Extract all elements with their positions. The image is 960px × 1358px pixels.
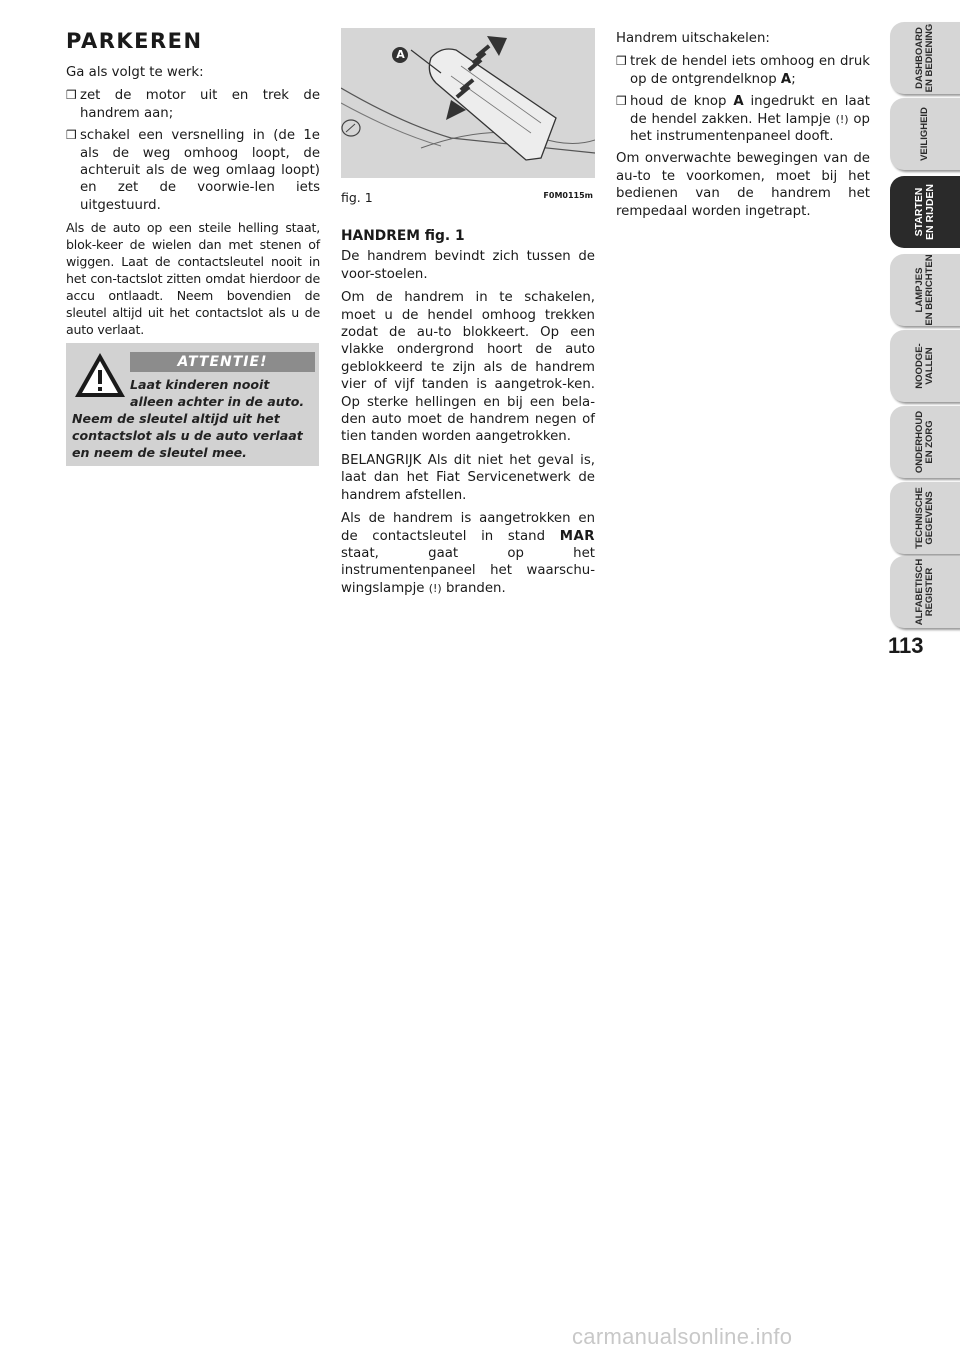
warning-text: Laat kinderen nooit alleen achter in de auto. Neem de sleutel altijd uit het contactslot als u de auto verlaat en neem de sleutel mee.	[72, 377, 305, 460]
checkbox-bullet-icon: ❒	[616, 54, 627, 69]
column-middle	[341, 228, 595, 603]
paragraph: BELANGRIJK Als dit niet het geval is, laat dan het Fiat Servicenetwerk de handrem afstellen.	[341, 452, 595, 503]
tab-onderhoud[interactable]: ONDERHOUD EN ZORG	[890, 406, 960, 478]
figure-code: F0M0115m	[543, 191, 593, 200]
list-item: ❒ schakel een versnelling in (de 1e als de weg omhoog loopt, de achteruit als de weg omlaag loopt) en zet de voorwie-len iets uitgestuurd.	[66, 128, 320, 213]
list-item: ❒ zet de motor uit en trek de handrem aan;	[66, 88, 320, 121]
list-item: ❒ houd de knop A ingedrukt en laat de hendel zakken. Het lampje (!) op het instrumentenpaneel dooft.	[616, 94, 870, 145]
tab-veiligheid[interactable]: VEILIGHEID	[890, 98, 960, 170]
page-number: 113	[888, 633, 924, 658]
handbrake-warning-lamp-icon: (!)	[835, 112, 849, 126]
warning-box	[66, 343, 319, 466]
warning-title: ATTENTIE!	[130, 352, 315, 372]
tab-lampjes[interactable]: LAMPJES EN BERICHTEN	[890, 254, 960, 326]
paragraph: Om onverwachte bewegingen van de au-to te voorkomen, moet bij het bedienen van de handrem het rempedaal worden ingetrapt.	[616, 151, 870, 219]
paragraph: De handrem bevindt zich tussen de voor-stoelen.	[341, 249, 595, 282]
tab-alfabetisch[interactable]: ALFABETISCH REGISTER	[890, 556, 960, 628]
list-item: ❒ trek de hendel iets omhoog en druk op de ontgrendelknop A;	[616, 54, 870, 87]
intro-text: Ga als volgt te werk:	[66, 65, 204, 80]
paragraph: Als de auto op een steile helling staat, blok-keer de wielen dan met stenen of wiggen. Laat de contactsleutel nooit in het con-tactslot zitten omdat hierdoor de accu ontlaadt. Neem bovendien de sleutel altijd uit het contactslot als u de auto verlaat.	[66, 220, 320, 338]
intro-text: Handrem uitschakelen:	[616, 31, 770, 46]
tab-technische[interactable]: TECHNISCHE GEGEVENS	[890, 482, 960, 554]
column-left	[66, 28, 320, 344]
figure-caption: fig. 1 F0M0115m	[341, 190, 593, 205]
column-right	[616, 30, 870, 226]
handbrake-illustration	[341, 28, 595, 178]
tab-starten[interactable]: STARTEN EN RIJDEN	[890, 176, 960, 248]
handbrake-figure	[341, 28, 595, 178]
paragraph: Als de handrem is aangetrokken en de contactsleutel in stand MAR staat, gaat op het instrumentenpaneel het waarschu-wingslampje (!) branden.	[341, 511, 595, 596]
section-subheading: HANDREM fig. 1	[341, 228, 465, 244]
checkbox-bullet-icon: ❒	[616, 94, 627, 109]
site-watermark: carmanualsonline.info	[572, 1324, 793, 1349]
section-heading: PARKEREN	[66, 29, 203, 53]
handbrake-warning-lamp-icon: (!)	[428, 581, 442, 595]
paragraph: Om de handrem in te schakelen, moet u de hendel omhoog trekken zodat de au-to blokkeert. Op een vlakke ondergrond hoort de auto geblokkeerd te zijn als de handrem vier of vijf tanden is aangetrok-ken. Op sterke hellingen en bij een bela-den auto moet de handrem negen of tien tanden worden aangetrokken.	[341, 290, 595, 445]
figure-label-a: A	[396, 48, 405, 61]
tab-dashboard[interactable]: DASHBOARD EN BEDIENING	[890, 22, 960, 94]
tab-noodgevallen[interactable]: NOODGE- VALLEN	[890, 330, 960, 402]
checkbox-bullet-icon: ❒	[66, 128, 77, 143]
checkbox-bullet-icon: ❒	[66, 88, 77, 103]
